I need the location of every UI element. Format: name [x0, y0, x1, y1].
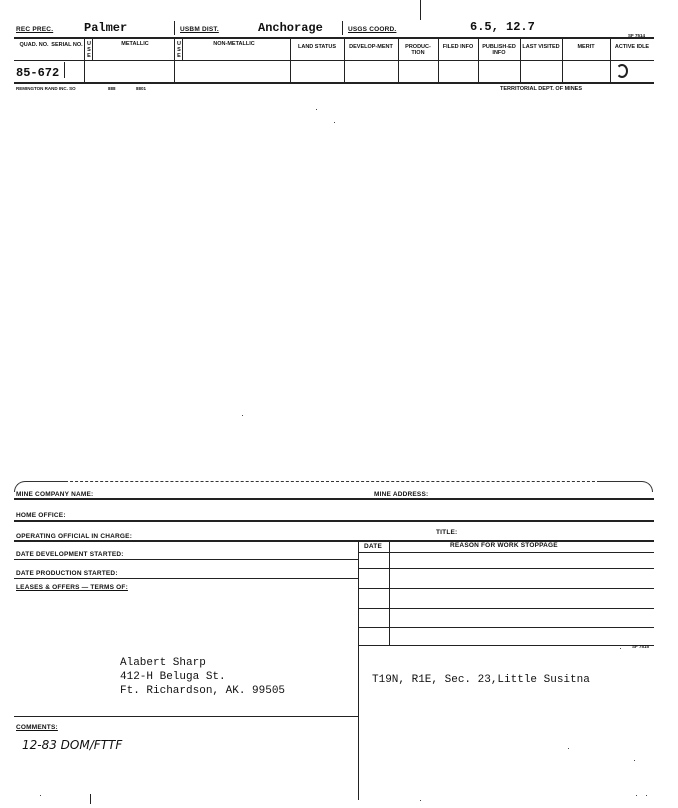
col-use-1: U S E [87, 41, 91, 59]
footer-num-1: 888 [108, 86, 116, 91]
form-number-top: SF 7514 [628, 33, 646, 38]
date-production-label: DATE PRODUCTION STARTED: [16, 570, 118, 577]
col-serial-no: SERIAL NO. [51, 42, 83, 48]
title-label: TITLE: [436, 529, 458, 536]
leases-offers-label: LEASES & OFFERS — TERMS OF: [16, 584, 128, 591]
location-description: T19N, R1E, Sec. 23,Little Susitna [372, 674, 590, 686]
quad-serial-value: 85-672 [16, 66, 60, 80]
col-use-2: U S E [177, 41, 181, 59]
date-col-label: DATE [364, 543, 383, 550]
usbm-dist-label: USBM DIST. [180, 26, 219, 33]
usgs-coord-label: USGS COORD. [348, 26, 397, 33]
mine-address-label: MINE ADDRESS: [374, 491, 429, 498]
col-merit: MERIT [577, 44, 595, 50]
reason-col-label: REASON FOR WORK STOPPAGE [450, 542, 558, 549]
comments-label: COMMENTS: [16, 724, 58, 731]
form-number-bottom: SF 7515 [632, 644, 650, 649]
col-last-visited: LAST VISITED [522, 44, 560, 50]
footer-num-2: 8801 [136, 86, 147, 91]
address-line-1: Alabert Sharp [120, 657, 206, 669]
col-active-idle: ACTIVE IDLE [614, 44, 650, 50]
top-tick [420, 0, 421, 20]
col-land-status: LAND STATUS [298, 44, 336, 50]
active-idle-mark [616, 64, 628, 78]
col-non-metallic: NON-METALLIC [213, 41, 255, 47]
address-line-2: 412-H Beluga St. [120, 671, 226, 683]
rec-prec-label: REC PREC. [16, 26, 54, 33]
home-office-label: HOME OFFICE: [16, 512, 66, 519]
col-quad-no: QUAD. NO. [19, 42, 49, 48]
operating-official-label: OPERATING OFFICIAL IN CHARGE: [16, 533, 133, 540]
date-development-label: DATE DEVELOPMENT STARTED: [16, 551, 124, 558]
usgs-coord-value: 6.5, 12.7 [470, 20, 535, 34]
col-metallic: METALLIC [121, 41, 149, 47]
col-production: PRODUC-TION [405, 44, 431, 56]
rec-prec-value: Palmer [84, 21, 128, 35]
address-line-3: Ft. Richardson, AK. 99505 [120, 685, 286, 697]
col-published-info: PUBLISH-ED INFO [482, 44, 516, 56]
footer-manufacturer: REMINGTON RAND INC. SO [16, 86, 76, 91]
mine-company-name-label: MINE COMPANY NAME: [16, 491, 94, 498]
usbm-dist-value: Anchorage [258, 21, 323, 35]
footer-dept: TERRITORIAL DEPT. OF MINES [500, 86, 582, 92]
comment-handwritten: 12-83 DOM/FTTF [22, 738, 123, 752]
col-development: DEVELOP-MENT [349, 44, 393, 50]
col-filed-info: FILED INFO [442, 44, 474, 50]
